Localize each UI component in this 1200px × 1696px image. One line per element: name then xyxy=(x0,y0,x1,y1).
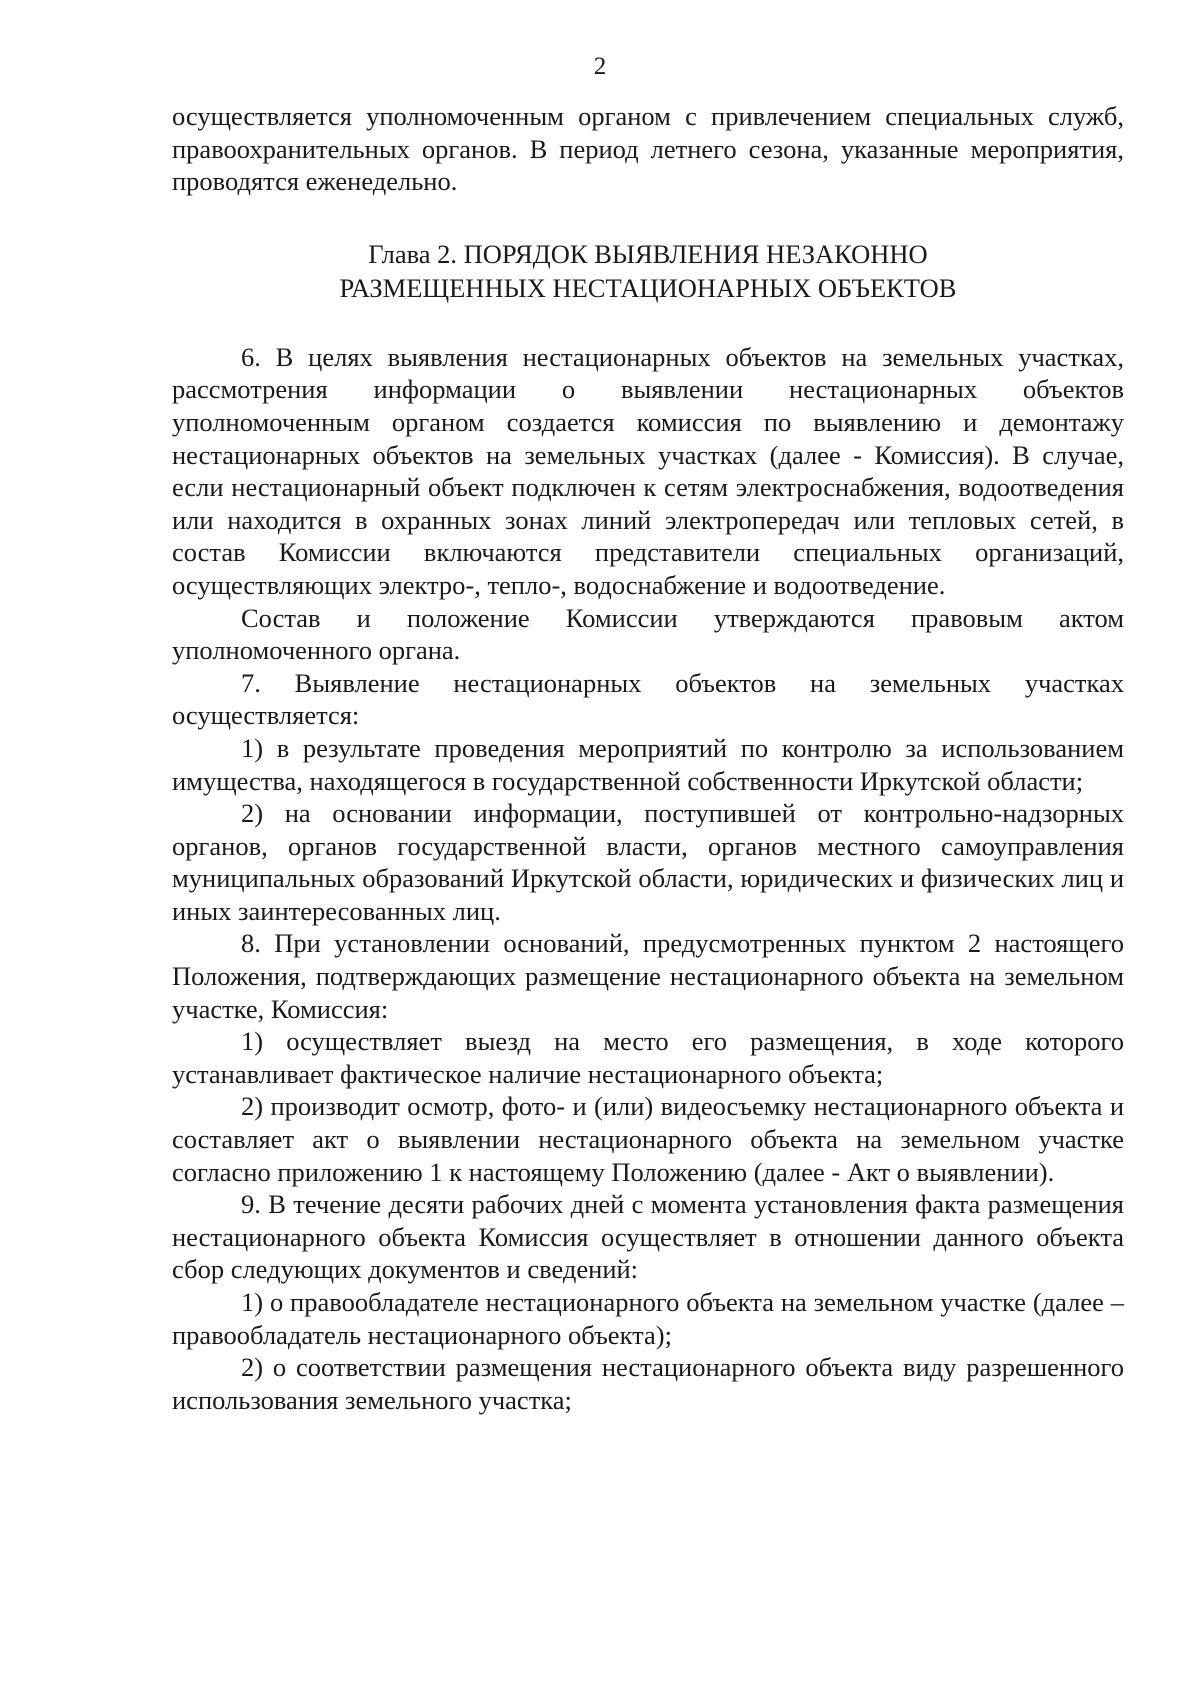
document-body xyxy=(172,100,1124,1416)
paragraph-7: 7. Выявление нестационарных объектов на земельных участках осуществляется: xyxy=(172,667,1124,731)
paragraph-9-item-2: 2) о соответствии размещения нестационарного объекта виду разрешенного использования земельного участка; xyxy=(172,1352,1124,1415)
paragraph-7-item-2: 2) на основании информации, поступившей от контрольно-надзорных органов, органов государственной власти, органов местного самоуправления муниципальных образований Иркутской области, юридических и физических лиц и иных заинтересованных лиц. xyxy=(172,798,1124,926)
intro-paragraph: осуществляется уполномоченным органом с привлечением специальных служб, правоохранительных органов. В период летнего сезона, указанные мероприятия, проводятся еженедельно. xyxy=(172,101,1124,197)
chapter-title-line-1: Глава 2. ПОРЯДОК ВЫЯВЛЕНИЯ НЕЗАКОННО xyxy=(368,238,928,269)
paragraph-6: 6. В целях выявления нестационарных объектов на земельных участках, рассмотрения информации о выявлении нестационарных объектов уполномоченным органом создается комиссия по выявлению и демонтажу нестационарных объектов на земельных участках (далее - Комиссия). В случае, если нестационарный объект подключен к сетям электроснабжения, водоотведения или находится в охранных зонах линий электропередач или тепловых сетей, в состав Комиссии включаются представители специальных организаций, осуществляющих электро-, тепло-, водоснабжение и водоотведение. xyxy=(172,341,1124,600)
page-number: 2 xyxy=(593,53,607,80)
paragraph-7-item-1: 1) в результате проведения мероприятий по контролю за использованием имущества, находящегося в государственной собственности Иркутской области; xyxy=(172,732,1124,796)
paragraph-8: 8. При установлении оснований, предусмотренных пунктом 2 настоящего Положения, подтверждающих размещение нестационарного объекта на земельном участке, Комиссия: xyxy=(172,928,1124,1024)
paragraph-8-item-1: 1) осуществляет выезд на место его размещения, в ходе которого устанавливает фактическое наличие нестационарного объекта; xyxy=(172,1026,1124,1089)
paragraph-commission-composition: Состав и положение Комиссии утверждаются правовым актом уполномоченного органа. xyxy=(172,602,1124,666)
paragraph-8-item-2: 2) производит осмотр, фото- и (или) видеосъемку нестационарного объекта и составляет акт о выявлении нестационарного объекта на земельном участке согласно приложению 1 к настоящему Положению (далее - Акт о выявлении). xyxy=(172,1091,1124,1187)
paragraph-9-item-1: 1) о правообладателе нестационарного объекта на земельном участке (далее – правообладатель нестационарного объекта); xyxy=(172,1287,1124,1350)
chapter-title-line-2: РАЗМЕЩЕННЫХ НЕСТАЦИОНАРНЫХ ОБЪЕКТОВ xyxy=(339,272,957,303)
chapter-heading xyxy=(172,237,1124,305)
paragraph-9: 9. В течение десяти рабочих дней с момента установления факта размещения нестационарного объекта Комиссия осуществляет в отношении данного объекта сбор следующих документов и сведений: xyxy=(172,1189,1124,1285)
